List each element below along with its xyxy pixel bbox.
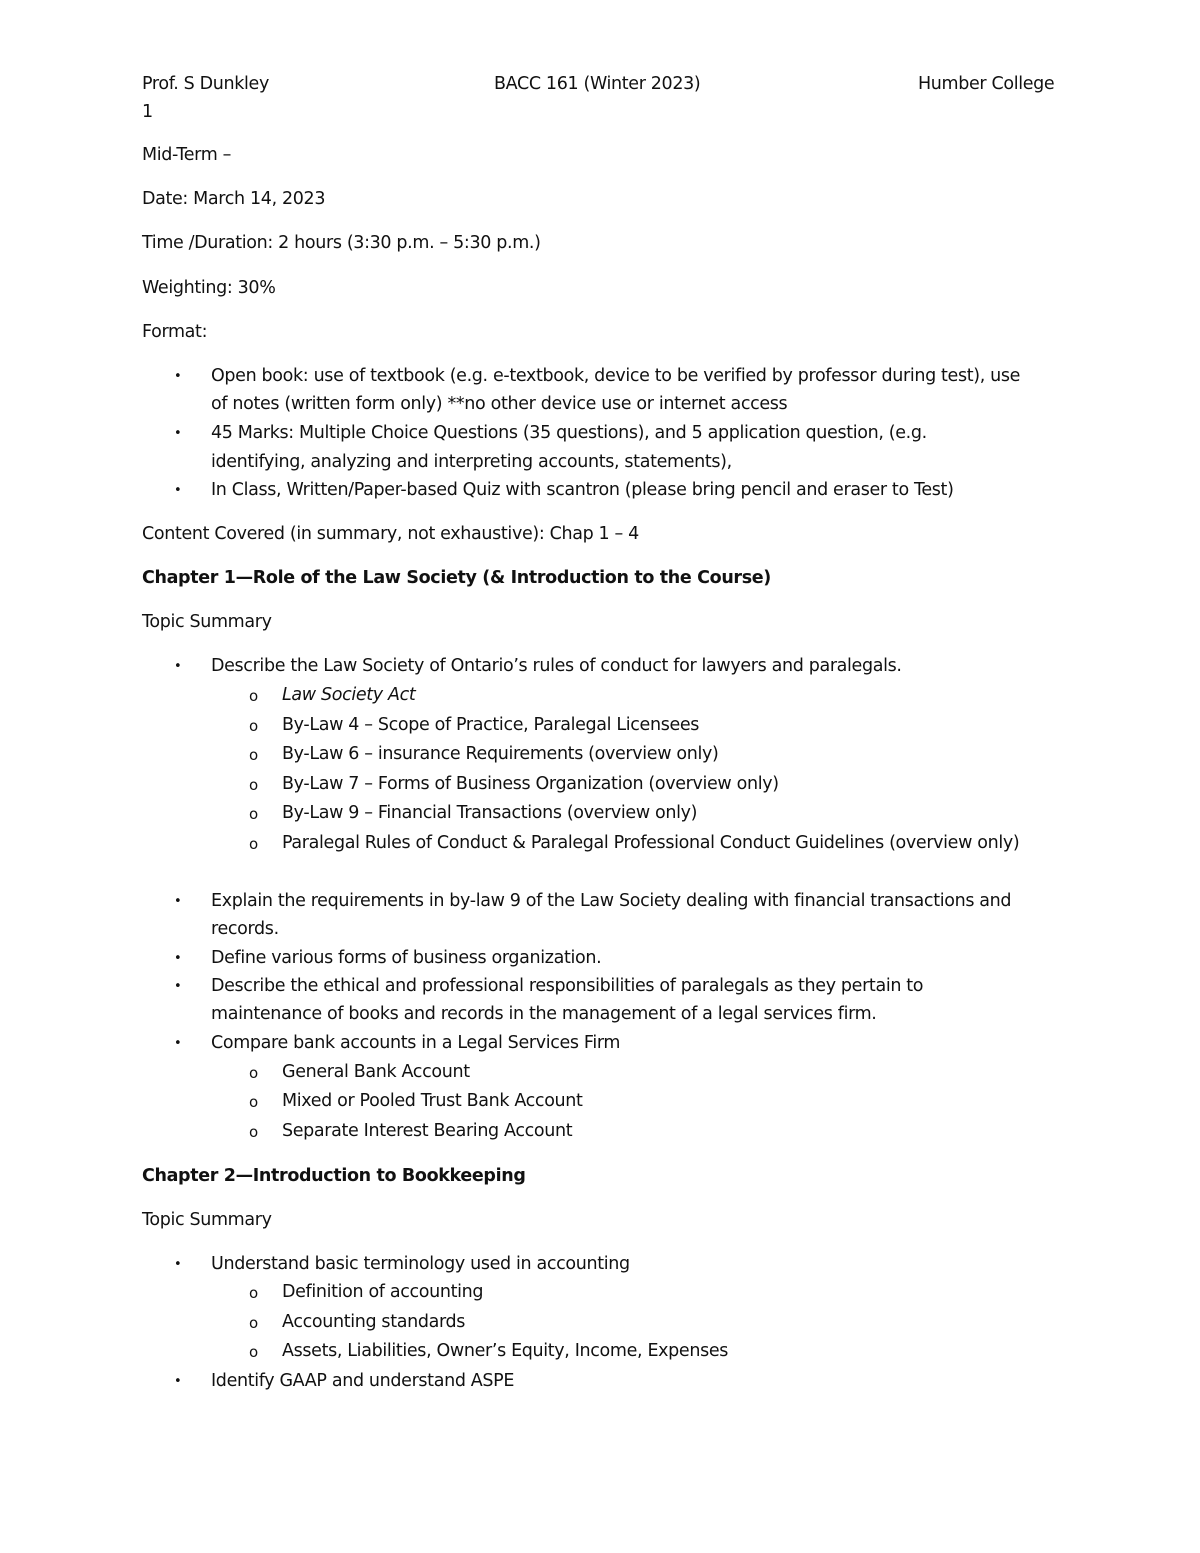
sub-list-item: Mixed or Pooled Trust Bank Account <box>282 1091 583 1111</box>
header-professor: Prof. S Dunkley <box>142 74 269 94</box>
sub-bullet-icon: o <box>249 1064 258 1082</box>
list-item: Compare bank accounts in a Legal Services Firm <box>211 1033 621 1053</box>
bullet-icon: • <box>174 483 182 498</box>
bullet-icon: • <box>174 979 182 994</box>
list-item: records. <box>211 919 279 939</box>
format-item-text: identifying, analyzing and interpreting accounts, statements), <box>211 452 732 472</box>
bullet-icon: • <box>174 426 182 441</box>
sub-list-item: Law Society Act <box>282 685 416 705</box>
format-item-text: In Class, Written/Paper-based Quiz with scantron (please bring pencil and eraser to Test) <box>211 480 954 500</box>
list-item: Describe the Law Society of Ontario’s rules of conduct for lawyers and paralegals. <box>211 656 902 676</box>
exam-weighting: Weighting: 30% <box>142 278 276 298</box>
bullet-icon: • <box>174 1257 182 1272</box>
list-item: Explain the requirements in by-law 9 of the Law Society dealing with financial transactions and <box>211 891 1012 911</box>
sub-bullet-icon: o <box>249 746 258 764</box>
sub-list-item: By-Law 7 – Forms of Business Organization (overview only) <box>282 774 779 794</box>
sub-bullet-icon: o <box>249 1343 258 1361</box>
sub-list-item: Assets, Liabilities, Owner’s Equity, Income, Expenses <box>282 1341 729 1361</box>
format-item-text: 45 Marks: Multiple Choice Questions (35 questions), and 5 application question, (e.g. <box>211 423 927 443</box>
header-college: Humber College <box>918 74 1055 94</box>
sub-bullet-icon: o <box>249 1314 258 1332</box>
exam-time: Time /Duration: 2 hours (3:30 p.m. – 5:30 p.m.) <box>142 233 541 253</box>
sub-list-item: By-Law 9 – Financial Transactions (overview only) <box>282 803 698 823</box>
sub-list-item: By-Law 6 – insurance Requirements (overview only) <box>282 744 719 764</box>
sub-bullet-icon: o <box>249 776 258 794</box>
chapter-heading: Chapter 2—Introduction to Bookkeeping <box>142 1166 526 1186</box>
sub-list-item: By-Law 4 – Scope of Practice, Paralegal Licensees <box>282 715 700 735</box>
sub-bullet-icon: o <box>249 687 258 705</box>
list-item: Understand basic terminology used in accounting <box>211 1254 630 1274</box>
sub-bullet-icon: o <box>249 835 258 853</box>
format-item-text: of notes (written form only) **no other device use or internet access <box>211 394 788 414</box>
bullet-icon: • <box>174 1036 182 1051</box>
bullet-icon: • <box>174 951 182 966</box>
list-item: Describe the ethical and professional responsibilities of paralegals as they pertain to <box>211 976 924 996</box>
sub-bullet-icon: o <box>249 805 258 823</box>
bullet-icon: • <box>174 1374 182 1389</box>
sub-list-item: Accounting standards <box>282 1312 466 1332</box>
format-item-text: Open book: use of textbook (e.g. e-textbook, device to be verified by professor during test), use <box>211 366 1021 386</box>
bullet-icon: • <box>174 369 182 384</box>
sub-bullet-icon: o <box>249 1284 258 1302</box>
list-item: Identify GAAP and understand ASPE <box>211 1371 515 1391</box>
bullet-icon: • <box>174 659 182 674</box>
content-covered: Content Covered (in summary, not exhaustive): Chap 1 – 4 <box>142 524 639 544</box>
bullet-icon: • <box>174 894 182 909</box>
chapter-heading: Chapter 1—Role of the Law Society (& Introduction to the Course) <box>142 568 771 588</box>
sub-list-item: General Bank Account <box>282 1062 470 1082</box>
exam-date: Date: March 14, 2023 <box>142 189 326 209</box>
sub-list-item: Definition of accounting <box>282 1282 484 1302</box>
list-item: Define various forms of business organization. <box>211 948 602 968</box>
format-label: Format: <box>142 322 208 342</box>
topic-summary-label: Topic Summary <box>142 612 272 632</box>
sub-bullet-icon: o <box>249 717 258 735</box>
page-number: 1 <box>142 102 153 122</box>
header-course: BACC 161 (Winter 2023) <box>494 74 701 94</box>
sub-bullet-icon: o <box>249 1123 258 1141</box>
sub-list-item: Separate Interest Bearing Account <box>282 1121 573 1141</box>
sub-bullet-icon: o <box>249 1093 258 1111</box>
list-item: maintenance of books and records in the management of a legal services firm. <box>211 1004 877 1024</box>
topic-summary-label: Topic Summary <box>142 1210 272 1230</box>
sub-list-item: Paralegal Rules of Conduct & Paralegal Professional Conduct Guidelines (overview only) <box>282 833 1020 853</box>
exam-title: Mid-Term – <box>142 145 232 165</box>
